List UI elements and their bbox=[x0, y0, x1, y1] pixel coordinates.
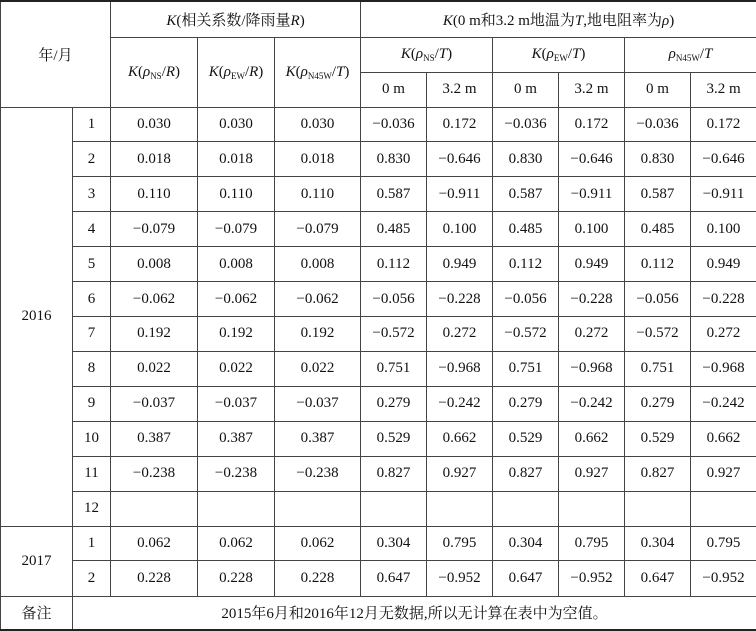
value-cell: −0.911 bbox=[427, 177, 493, 212]
month-cell: 9 bbox=[73, 386, 111, 421]
value-cell: 0.529 bbox=[361, 421, 427, 456]
value-cell bbox=[361, 491, 427, 526]
value-cell: 0.827 bbox=[361, 456, 427, 491]
k-ew-r-header: $K(\rho_{EW}/R)$ bbox=[198, 37, 275, 107]
value-cell: 0.485 bbox=[625, 212, 691, 247]
value-cell: 0.830 bbox=[493, 142, 559, 177]
value-cell: 0.008 bbox=[275, 247, 361, 282]
value-cell bbox=[691, 491, 756, 526]
table-row bbox=[1, 491, 756, 526]
month-cell: 12 bbox=[73, 491, 111, 526]
table-row bbox=[1, 212, 756, 247]
depth-header: 3.2 m bbox=[427, 72, 493, 107]
value-cell: 0.192 bbox=[275, 317, 361, 352]
value-cell: 0.304 bbox=[493, 526, 559, 561]
table-row bbox=[1, 107, 756, 142]
value-cell: −0.968 bbox=[691, 351, 756, 386]
value-cell: −0.952 bbox=[427, 561, 493, 596]
value-cell: −0.952 bbox=[559, 561, 625, 596]
depth-header: 3.2 m bbox=[691, 72, 756, 107]
table-row bbox=[1, 282, 756, 317]
value-cell: 0.387 bbox=[198, 421, 275, 456]
year-month-header: 年/月 bbox=[1, 1, 111, 107]
value-cell: 0.030 bbox=[275, 107, 361, 142]
value-cell: 0.830 bbox=[361, 142, 427, 177]
table-row bbox=[1, 561, 756, 596]
rho-n45w-t-header: $\rho_{N45W}/T$ bbox=[625, 37, 756, 72]
value-cell: 0.018 bbox=[275, 142, 361, 177]
year-cell: 2017 bbox=[1, 526, 73, 596]
value-cell: −0.037 bbox=[198, 386, 275, 421]
value-cell: 0.529 bbox=[493, 421, 559, 456]
month-cell: 11 bbox=[73, 456, 111, 491]
value-cell: 0.112 bbox=[625, 247, 691, 282]
value-cell: 0.062 bbox=[275, 526, 361, 561]
value-cell: −0.238 bbox=[275, 456, 361, 491]
value-cell: −0.968 bbox=[427, 351, 493, 386]
value-cell: −0.238 bbox=[111, 456, 198, 491]
value-cell: 0.279 bbox=[625, 386, 691, 421]
value-cell bbox=[625, 491, 691, 526]
value-cell: −0.056 bbox=[493, 282, 559, 317]
month-cell: 10 bbox=[73, 421, 111, 456]
value-cell: −0.079 bbox=[198, 212, 275, 247]
month-cell: 4 bbox=[73, 212, 111, 247]
k-n45w-t-header: $K(\rho_{N45W}/T)$ bbox=[275, 37, 361, 107]
value-cell: 0.647 bbox=[493, 561, 559, 596]
table-row bbox=[1, 317, 756, 352]
value-cell: 0.927 bbox=[691, 456, 756, 491]
value-cell: −0.079 bbox=[111, 212, 198, 247]
value-cell: 0.647 bbox=[625, 561, 691, 596]
k-ew-t-header: $K(\rho_{EW}/T)$ bbox=[493, 37, 625, 72]
value-cell: 0.485 bbox=[361, 212, 427, 247]
value-cell: −0.079 bbox=[275, 212, 361, 247]
value-cell: 0.949 bbox=[427, 247, 493, 282]
value-cell: 0.927 bbox=[427, 456, 493, 491]
month-cell: 1 bbox=[73, 526, 111, 561]
value-cell: 0.100 bbox=[559, 212, 625, 247]
value-cell: −0.228 bbox=[559, 282, 625, 317]
month-cell: 2 bbox=[73, 142, 111, 177]
value-cell: −0.037 bbox=[275, 386, 361, 421]
value-cell: 0.587 bbox=[493, 177, 559, 212]
value-cell: 0.795 bbox=[691, 526, 756, 561]
value-cell: 0.112 bbox=[361, 247, 427, 282]
value-cell: 0.751 bbox=[625, 351, 691, 386]
value-cell: 0.927 bbox=[559, 456, 625, 491]
value-cell: 0.272 bbox=[427, 317, 493, 352]
value-cell: 0.647 bbox=[361, 561, 427, 596]
value-cell bbox=[493, 491, 559, 526]
value-cell: 0.827 bbox=[625, 456, 691, 491]
value-cell: −0.968 bbox=[559, 351, 625, 386]
value-cell bbox=[275, 491, 361, 526]
value-cell: −0.572 bbox=[493, 317, 559, 352]
value-cell: 0.110 bbox=[111, 177, 198, 212]
value-cell: −0.037 bbox=[111, 386, 198, 421]
value-cell: −0.056 bbox=[361, 282, 427, 317]
month-cell: 6 bbox=[73, 282, 111, 317]
value-cell: −0.062 bbox=[198, 282, 275, 317]
value-cell: 0.172 bbox=[427, 107, 493, 142]
value-cell: 0.030 bbox=[198, 107, 275, 142]
value-cell: −0.646 bbox=[559, 142, 625, 177]
value-cell: 0.110 bbox=[198, 177, 275, 212]
value-cell: 0.228 bbox=[111, 561, 198, 596]
value-cell: 0.172 bbox=[691, 107, 756, 142]
year-cell: 2016 bbox=[1, 107, 73, 526]
value-cell: 0.485 bbox=[493, 212, 559, 247]
temp-group-header: K(0 m和3.2 m地温为T,地电阻率为ρ) bbox=[361, 1, 756, 37]
value-cell: 0.304 bbox=[361, 526, 427, 561]
value-cell: −0.572 bbox=[625, 317, 691, 352]
value-cell: −0.062 bbox=[111, 282, 198, 317]
table-row bbox=[1, 142, 756, 177]
value-cell: 0.304 bbox=[625, 526, 691, 561]
value-cell: 0.279 bbox=[361, 386, 427, 421]
value-cell bbox=[427, 491, 493, 526]
value-cell: 0.112 bbox=[493, 247, 559, 282]
rain-group-header: K(相关系数/降雨量R) bbox=[111, 1, 361, 37]
value-cell: 0.827 bbox=[493, 456, 559, 491]
depth-header: 0 m bbox=[361, 72, 427, 107]
value-cell: 0.228 bbox=[275, 561, 361, 596]
value-cell: 0.949 bbox=[691, 247, 756, 282]
month-cell: 1 bbox=[73, 107, 111, 142]
value-cell: 0.192 bbox=[111, 317, 198, 352]
depth-header: 0 m bbox=[493, 72, 559, 107]
table-row bbox=[1, 421, 756, 456]
value-cell: 0.062 bbox=[198, 526, 275, 561]
value-cell: −0.911 bbox=[559, 177, 625, 212]
table-row bbox=[1, 177, 756, 212]
value-cell: 0.751 bbox=[361, 351, 427, 386]
value-cell: 0.587 bbox=[361, 177, 427, 212]
value-cell: 0.387 bbox=[275, 421, 361, 456]
value-cell: −0.646 bbox=[427, 142, 493, 177]
value-cell: 0.751 bbox=[493, 351, 559, 386]
depth-header: 0 m bbox=[625, 72, 691, 107]
value-cell: 0.587 bbox=[625, 177, 691, 212]
value-cell: −0.228 bbox=[427, 282, 493, 317]
month-cell: 5 bbox=[73, 247, 111, 282]
table-row bbox=[1, 351, 756, 386]
value-cell: 0.949 bbox=[559, 247, 625, 282]
value-cell: 0.279 bbox=[493, 386, 559, 421]
value-cell: −0.056 bbox=[625, 282, 691, 317]
value-cell: 0.100 bbox=[427, 212, 493, 247]
depth-header: 3.2 m bbox=[559, 72, 625, 107]
value-cell: −0.062 bbox=[275, 282, 361, 317]
value-cell: 0.110 bbox=[275, 177, 361, 212]
value-cell: 0.795 bbox=[427, 526, 493, 561]
value-cell: −0.572 bbox=[361, 317, 427, 352]
value-cell: 0.662 bbox=[427, 421, 493, 456]
value-cell: −0.242 bbox=[559, 386, 625, 421]
value-cell: 0.008 bbox=[198, 247, 275, 282]
value-cell: −0.036 bbox=[361, 107, 427, 142]
value-cell bbox=[111, 491, 198, 526]
value-cell: −0.036 bbox=[493, 107, 559, 142]
value-cell: −0.238 bbox=[198, 456, 275, 491]
table-row bbox=[1, 386, 756, 421]
month-cell: 3 bbox=[73, 177, 111, 212]
value-cell: 0.018 bbox=[111, 142, 198, 177]
value-cell: −0.911 bbox=[691, 177, 756, 212]
note-label: 备注 bbox=[1, 596, 73, 630]
value-cell: 0.192 bbox=[198, 317, 275, 352]
month-cell: 7 bbox=[73, 317, 111, 352]
value-cell: 0.272 bbox=[559, 317, 625, 352]
value-cell: −0.952 bbox=[691, 561, 756, 596]
value-cell: 0.018 bbox=[198, 142, 275, 177]
k-ns-r-header: $K(\rho_{NS}/R)$ bbox=[111, 37, 198, 107]
value-cell: 0.228 bbox=[198, 561, 275, 596]
month-cell: 2 bbox=[73, 561, 111, 596]
value-cell: −0.646 bbox=[691, 142, 756, 177]
table-body bbox=[1, 107, 756, 596]
month-cell: 8 bbox=[73, 351, 111, 386]
table-row bbox=[1, 526, 756, 561]
table-row bbox=[1, 456, 756, 491]
value-cell: 0.022 bbox=[111, 351, 198, 386]
value-cell: 0.062 bbox=[111, 526, 198, 561]
value-cell: 0.030 bbox=[111, 107, 198, 142]
value-cell: −0.242 bbox=[691, 386, 756, 421]
value-cell: 0.795 bbox=[559, 526, 625, 561]
value-cell: 0.830 bbox=[625, 142, 691, 177]
k-ns-t-header: $K(\rho_{NS}/T)$ bbox=[361, 37, 493, 72]
value-cell: 0.100 bbox=[691, 212, 756, 247]
value-cell bbox=[559, 491, 625, 526]
value-cell: −0.036 bbox=[625, 107, 691, 142]
value-cell: −0.228 bbox=[691, 282, 756, 317]
value-cell bbox=[198, 491, 275, 526]
value-cell: 0.272 bbox=[691, 317, 756, 352]
value-cell: 0.008 bbox=[111, 247, 198, 282]
value-cell: 0.387 bbox=[111, 421, 198, 456]
value-cell: 0.022 bbox=[198, 351, 275, 386]
value-cell: 0.529 bbox=[625, 421, 691, 456]
value-cell: 0.662 bbox=[691, 421, 756, 456]
value-cell: 0.022 bbox=[275, 351, 361, 386]
table-row bbox=[1, 247, 756, 282]
value-cell: 0.662 bbox=[559, 421, 625, 456]
note-text: 2015年6月和2016年12月无数据,所以无计算在表中为空值。 bbox=[73, 596, 756, 630]
value-cell: 0.172 bbox=[559, 107, 625, 142]
value-cell: −0.242 bbox=[427, 386, 493, 421]
